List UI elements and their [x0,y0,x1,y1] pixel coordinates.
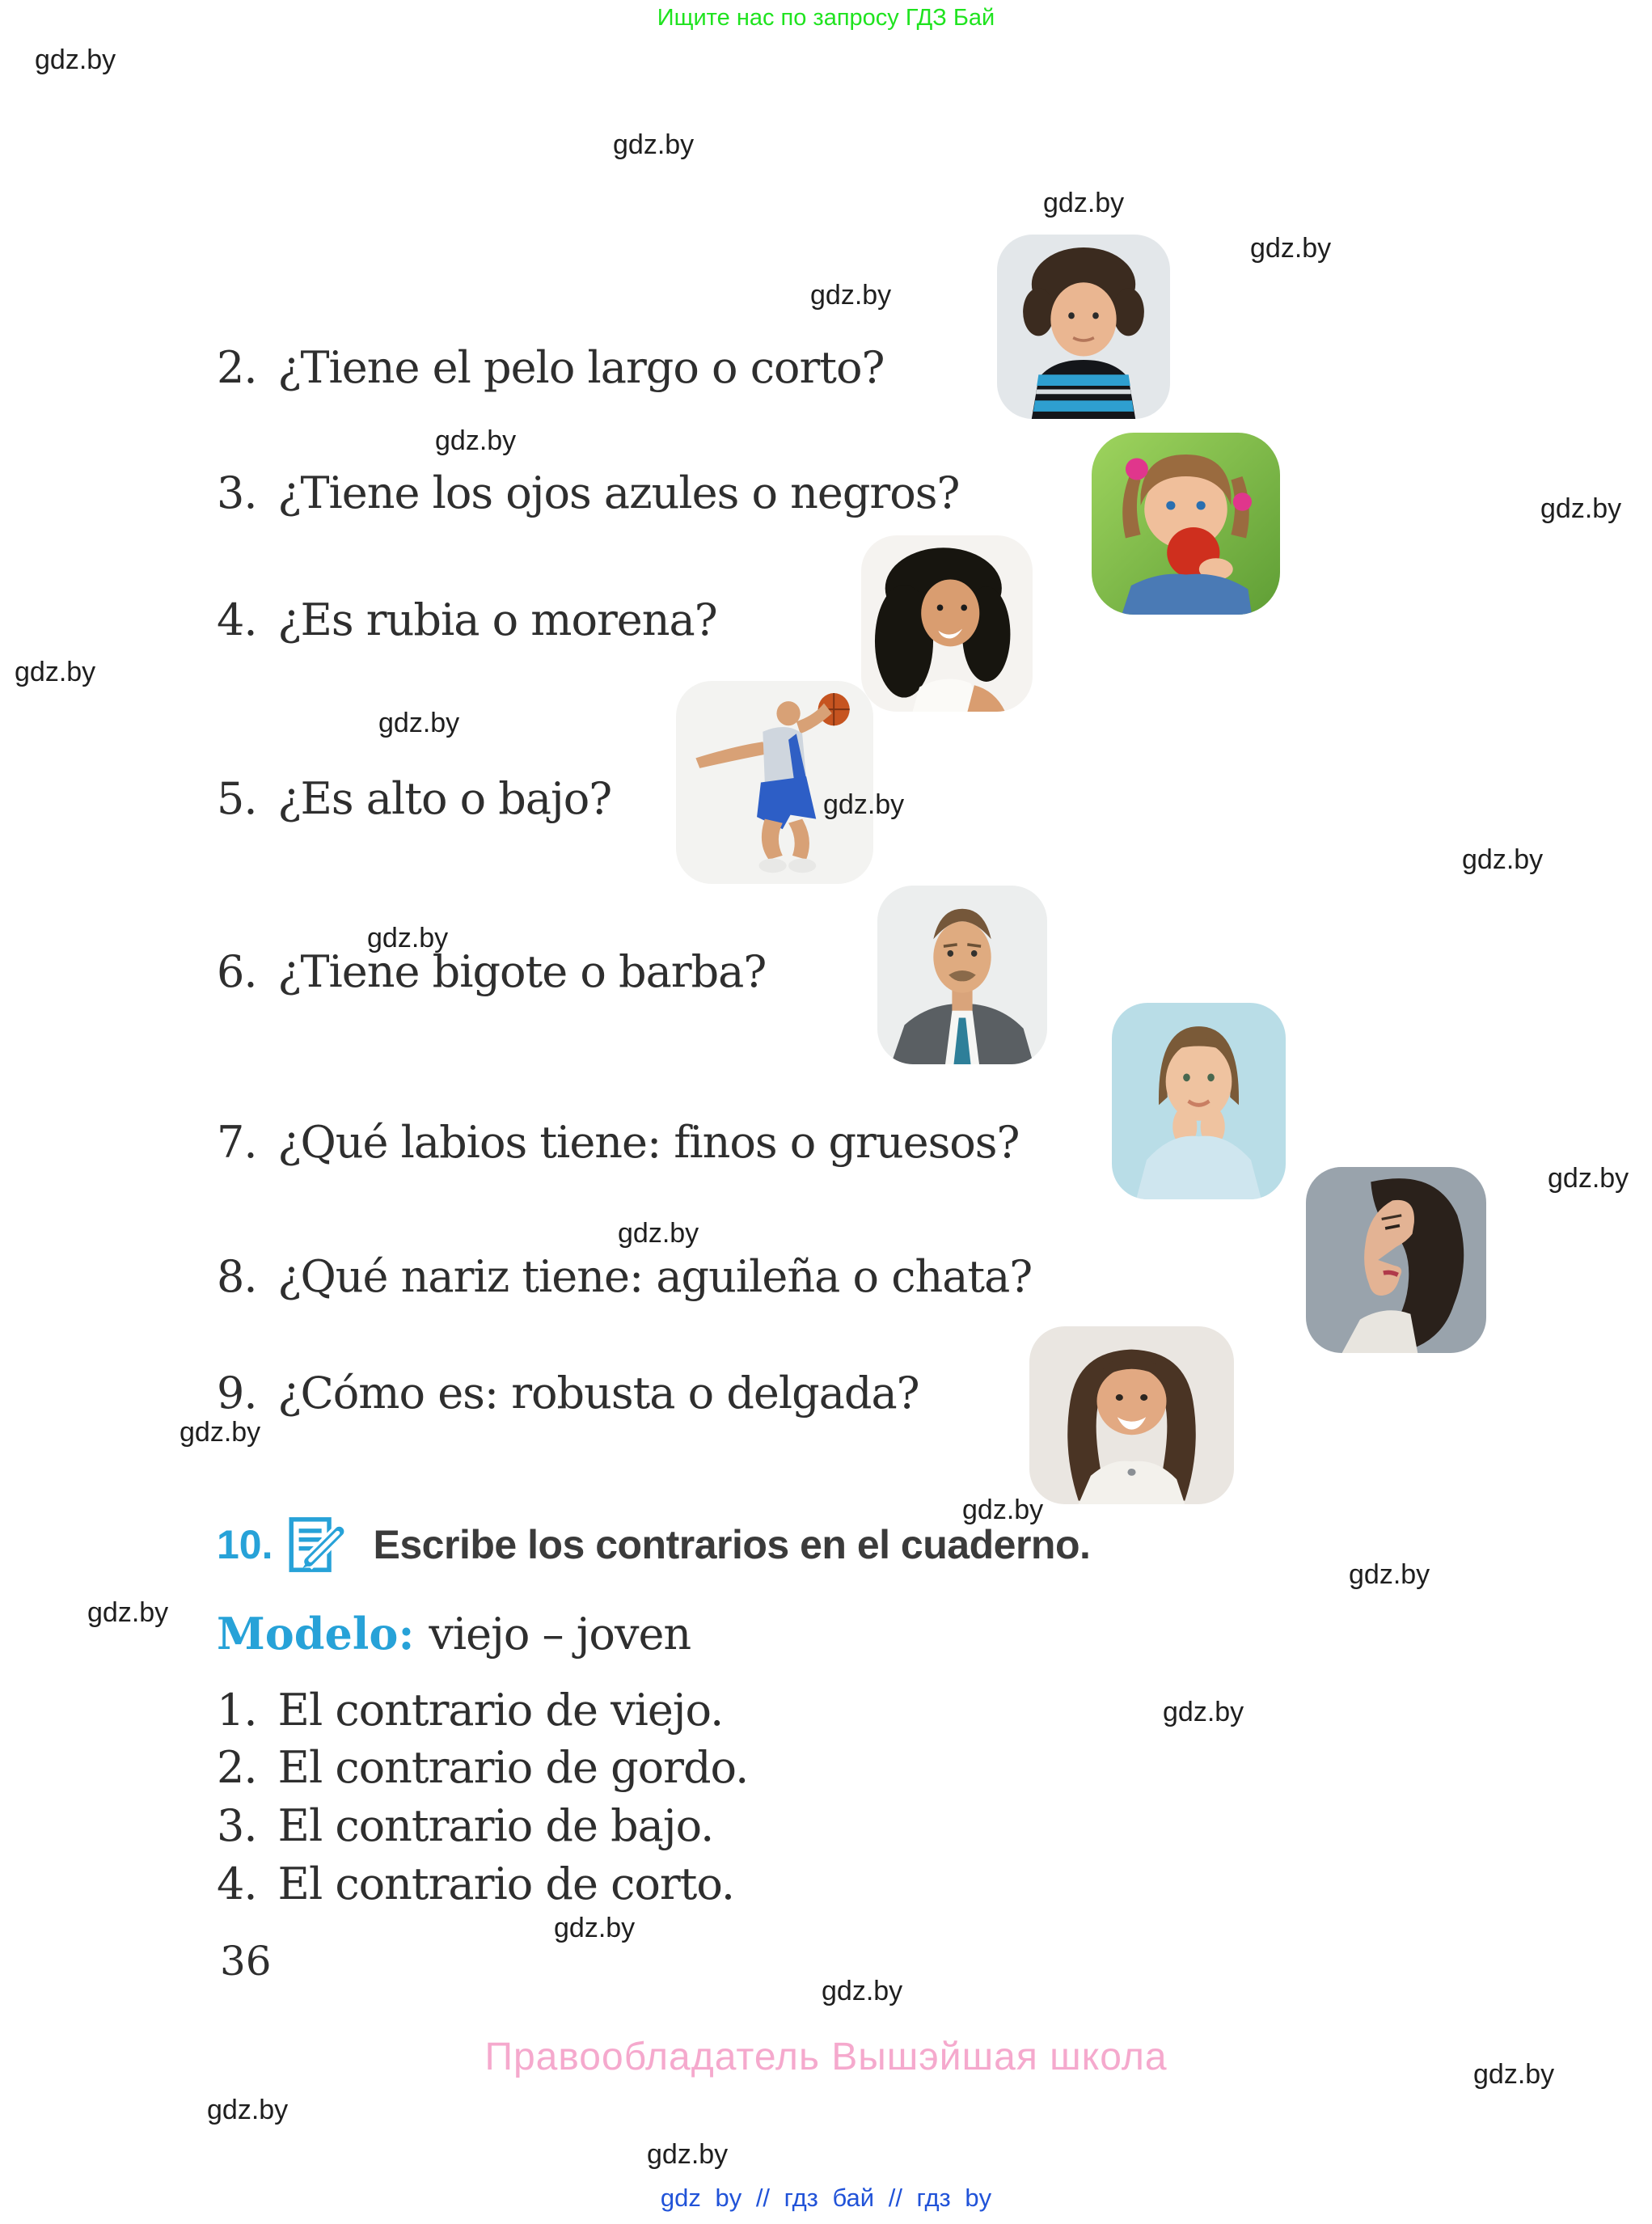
watermark: gdz.by [207,2095,289,2125]
page-number: 36 [220,1938,272,1985]
question-6 [217,948,766,996]
watermark: gdz.by [1540,493,1622,524]
question-number: 5. [217,773,257,824]
list-text: El contrario de bajo. [277,1800,714,1851]
watermark: gdz.by [1250,233,1332,264]
question-text: ¿Tiene el pelo largo o corto? [277,342,885,393]
watermark: gdz.by [822,1976,903,2006]
contrario-item-4 [217,1860,734,1908]
watermark: gdz.by [613,129,695,160]
photo-boy-curly-hair [997,235,1170,419]
list-number: 3. [217,1800,257,1851]
list-text: El contrario de viejo. [277,1685,724,1736]
watermark: gdz.by [87,1597,169,1628]
footer-links: gdz by // гдз бай // гдз by [660,2184,992,2212]
question-5 [217,775,611,822]
exercise-10-heading [217,1516,1090,1574]
question-number: 6. [217,946,257,997]
watermark: gdz.by [647,2139,729,2170]
list-text: El contrario de gordo. [277,1742,749,1793]
question-number: 3. [217,467,257,518]
list-number: 2. [217,1742,257,1793]
notebook-pen-icon [286,1516,349,1574]
contrario-item-1 [217,1686,723,1734]
contrario-item-2 [217,1744,748,1791]
question-text: ¿Tiene los ojos azules o negros? [277,467,960,518]
question-2 [217,344,884,391]
watermark: gdz.by [962,1495,1044,1525]
photo-basketball-player [676,681,873,884]
watermark: gdz.by [367,923,449,953]
watermark: gdz.by [435,425,517,456]
question-3 [217,469,959,517]
watermark: gdz.by [618,1218,699,1249]
question-text: ¿Qué labios tiene: finos o gruesos? [277,1117,1020,1168]
question-text: ¿Cómo es: robusta o delgada? [277,1368,919,1419]
photo-man-moustache [877,886,1047,1064]
question-number: 8. [217,1251,257,1302]
copyright-line: Правообладатель Вышэйшая школа [484,2036,1168,2078]
photo-girl-apple [1092,433,1280,615]
question-number: 2. [217,342,257,393]
watermark: gdz.by [554,1913,636,1943]
photo-woman-robust [1029,1326,1234,1504]
photo-girl-chin-on-hands [1112,1003,1286,1199]
exercise-title: Escribe los contrarios en el cuaderno. [373,1522,1091,1567]
watermark: gdz.by [1349,1559,1430,1590]
question-9 [217,1369,919,1417]
question-text: ¿Tiene bigote o barba? [277,946,767,997]
watermark: gdz.by [1462,844,1544,875]
list-text: El contrario de corto. [277,1858,735,1909]
photo-woman-morena [861,535,1033,712]
watermark: gdz.by [1548,1163,1629,1194]
watermark: gdz.by [180,1417,261,1448]
modelo-example: viejo – joven [429,1609,691,1660]
question-7 [217,1118,1019,1166]
watermark: gdz.by [15,657,96,687]
watermark: gdz.by [1043,188,1125,218]
exercise-number: 10. [217,1522,273,1567]
watermark: gdz.by [35,44,116,75]
watermark: gdz.by [1473,2059,1555,2090]
watermark: gdz.by [1163,1697,1244,1727]
contrario-item-3 [217,1802,713,1850]
modelo-line [217,1608,691,1660]
watermark: gdz.by [810,280,892,311]
question-text: ¿Qué nariz tiene: aguileña o chata? [277,1251,1033,1302]
photo-woman-profile [1306,1167,1486,1353]
list-number: 1. [217,1685,257,1736]
watermark: gdz.by [823,789,905,820]
promo-banner: Ищите нас по запросу ГДЗ Бай [657,5,995,31]
list-number: 4. [217,1858,257,1909]
watermark: gdz.by [378,708,460,738]
question-number: 9. [217,1368,257,1419]
question-text: ¿Es alto o bajo? [277,773,612,824]
question-number: 4. [217,594,257,645]
question-8 [217,1253,1032,1300]
modelo-label: Modelo: [217,1608,415,1660]
question-4 [217,596,717,644]
question-text: ¿Es rubia o morena? [277,594,717,645]
question-number: 7. [217,1117,257,1168]
